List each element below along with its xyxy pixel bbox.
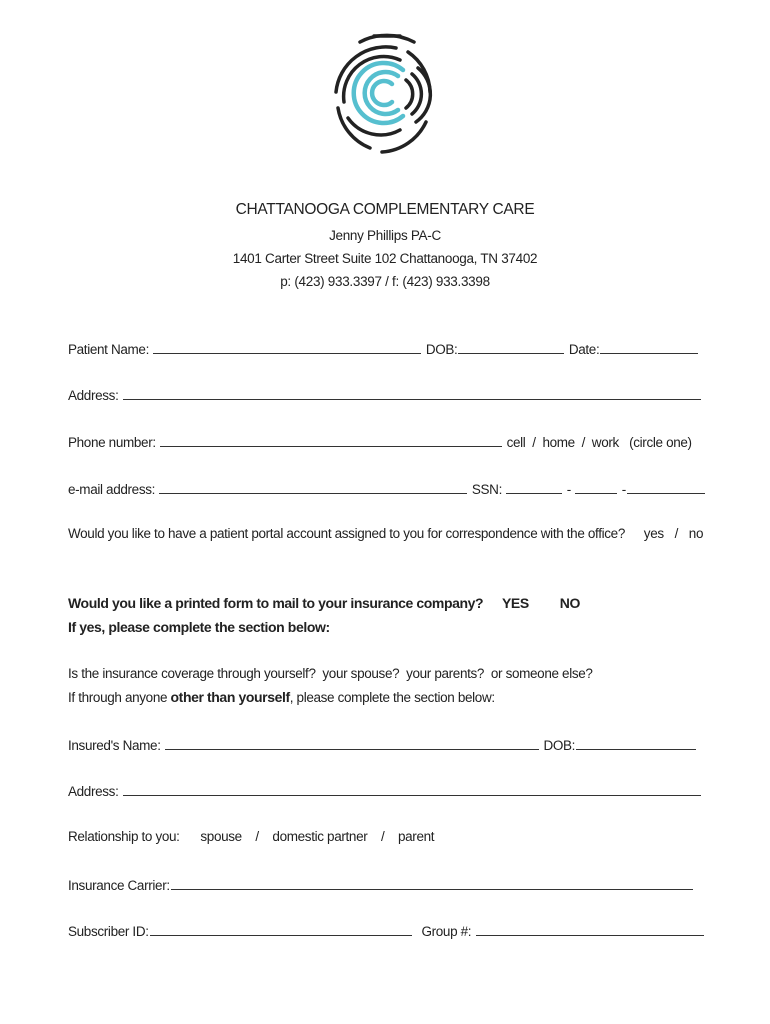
patient-name-label: Patient Name: — [68, 342, 149, 357]
portal-yes-option[interactable]: yes — [643, 526, 664, 541]
ssn-label: SSN: — [471, 482, 502, 497]
printed-form-row — [68, 595, 580, 611]
phone-field[interactable] — [160, 433, 502, 447]
insurance-carrier-field[interactable] — [171, 876, 693, 890]
subscriber-group-row — [68, 922, 705, 939]
insured-address-row — [68, 782, 702, 799]
insured-name-label: Insured's Name: — [68, 738, 161, 753]
ssn-field-part1[interactable] — [506, 480, 562, 494]
provider-name: Jenny Phillips PA-C — [329, 228, 441, 243]
relationship-options[interactable]: spouse / domestic partner / parent — [200, 829, 435, 844]
coverage-question: Is the insurance coverage through yourself? your spouse? your parents? or someone else? — [68, 666, 593, 681]
phone-label: Phone number: — [68, 435, 156, 450]
patient-dob-label: DOB: — [425, 342, 458, 357]
other-prefix: If through anyone — [68, 690, 171, 705]
insurance-carrier-row — [68, 876, 694, 893]
email-ssn-row — [68, 480, 706, 497]
portal-question-row — [68, 526, 703, 541]
fingerprint-logo-icon — [330, 30, 436, 158]
ssn-separator: - — [621, 482, 626, 497]
subscriber-id-field[interactable] — [150, 922, 412, 936]
other-bold-text: other than yourself — [170, 689, 290, 705]
group-number-field[interactable] — [476, 922, 704, 936]
practice-phone-fax: p: (423) 933.3397 / f: (423) 933.3398 — [280, 274, 490, 289]
insured-name-field[interactable] — [165, 736, 539, 750]
portal-no-option[interactable]: no — [688, 526, 704, 541]
portal-separator: / — [674, 526, 678, 541]
practice-address: 1401 Carter Street Suite 102 Chattanooga, TN 37402 — [232, 251, 538, 266]
patient-address-field[interactable] — [123, 386, 701, 400]
patient-name-field[interactable] — [153, 340, 421, 354]
insured-dob-field[interactable] — [576, 736, 696, 750]
date-field[interactable] — [600, 340, 698, 354]
practice-name: CHATTANOOGA COMPLEMENTARY CARE — [235, 201, 535, 218]
ssn-separator: - — [566, 482, 571, 497]
other-than-yourself-row — [68, 689, 495, 705]
ssn-field-part3[interactable] — [627, 480, 705, 494]
printed-form-question: Would you like a printed form to mail to your insurance company? — [68, 595, 484, 611]
printed-form-no-option[interactable]: NO — [559, 595, 580, 611]
group-number-label: Group #: — [421, 924, 472, 939]
printed-form-instruction: If yes, please complete the section below: — [68, 619, 330, 635]
email-label: e-mail address: — [68, 482, 156, 497]
phone-row — [68, 433, 692, 450]
patient-address-row — [68, 386, 702, 403]
patient-address-label: Address: — [68, 388, 119, 403]
insured-address-label: Address: — [68, 784, 119, 799]
relationship-label: Relationship to you: — [68, 829, 180, 844]
date-label: Date: — [568, 342, 600, 357]
insured-address-field[interactable] — [123, 782, 701, 796]
other-suffix: , please complete the section below: — [289, 690, 495, 705]
phone-type-options[interactable]: cell / home / work (circle one) — [506, 435, 692, 450]
insurance-carrier-label: Insurance Carrier: — [68, 878, 170, 893]
insured-name-row — [68, 736, 697, 753]
printed-form-yes-option[interactable]: YES — [501, 595, 529, 611]
portal-question: Would you like to have a patient portal account assigned to you for correspondence with the office? — [68, 526, 625, 541]
patient-dob-field[interactable] — [458, 340, 564, 354]
subscriber-id-label: Subscriber ID: — [68, 924, 149, 939]
relationship-row — [68, 829, 434, 844]
patient-name-row — [68, 340, 699, 357]
insured-dob-label: DOB: — [543, 738, 576, 753]
ssn-field-part2[interactable] — [575, 480, 617, 494]
email-field[interactable] — [159, 480, 467, 494]
